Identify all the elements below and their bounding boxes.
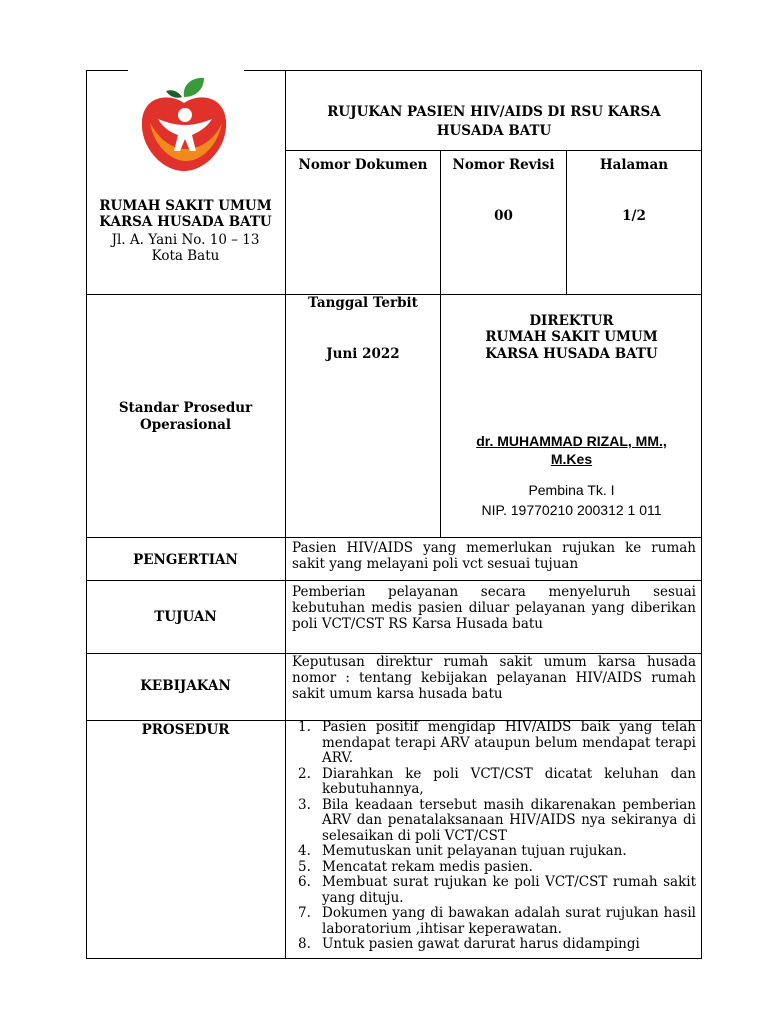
pengertian-label: PENGERTIAN [133, 552, 238, 568]
prosedur-step [292, 767, 696, 798]
kebijakan-label: KEBIJAKAN [140, 678, 231, 694]
prosedur-step [292, 798, 696, 845]
logo-figure-head [178, 108, 192, 122]
step-text: Pasien positif mengidap HIV/AIDS baik yang telah mendapat terapi ARV ataupun belum mendapat terapi ARV. [322, 719, 696, 766]
revision-label: Nomor Revisi [452, 157, 555, 173]
divider-label-column [285, 70, 286, 959]
step-number: 4. [298, 843, 311, 859]
divider-pengertian-row [86, 537, 702, 538]
prosedur-label: PROSEDUR [141, 722, 230, 738]
logo-darkgreen-leaf [166, 90, 182, 98]
address-line1: Jl. A. Yani No. 10 – 13 [111, 232, 260, 248]
step-number: 1. [298, 719, 311, 735]
signer-rank: Pembina Tk. I [528, 482, 615, 498]
logo-green-leaf [184, 78, 204, 97]
signer-name-line2: M.Kes [550, 451, 593, 467]
border-bottom [86, 958, 702, 959]
hospital-name-line1: RUMAH SAKIT UMUM [99, 198, 272, 214]
prosedur-step [292, 937, 696, 953]
hospital-logo [136, 75, 234, 175]
step-text: Memutuskan unit pelayanan tujuan rujukan. [322, 843, 627, 859]
tujuan-text: Pemberian pelayanan secara menyeluruh sesuai kebutuhan medis pasien diluar pelayanan yang diberikan poli VCT/CST RS Karsa Husada batu [292, 584, 696, 632]
prosedur-step [292, 720, 696, 767]
director-title-line2: RUMAH SAKIT UMUM [485, 329, 658, 345]
step-number: 2. [298, 765, 311, 782]
step-text: Membuat surat rujukan ke poli VCT/CST rumah sakit yang dituju. [322, 874, 696, 906]
issue-date-label: Tanggal Terbit [308, 295, 418, 311]
pengertian-text: Pasien HIV/AIDS yang memerlukan rujukan ke rumah sakit yang melayani poli vct sesuai tujuan [292, 540, 696, 572]
document-title-line2: HUSADA BATU [436, 123, 552, 139]
tujuan-label: TUJUAN [154, 609, 217, 625]
prosedur-step [292, 875, 696, 906]
prosedur-list [292, 720, 696, 953]
step-text: Mencatat rekam medis pasien. [322, 858, 533, 875]
prosedur-step [292, 860, 696, 876]
prosedur-step [292, 906, 696, 937]
signer-nip: NIP. 19770210 200312 1 011 [481, 502, 662, 518]
step-number: 6. [298, 874, 311, 890]
step-text: Bila keadaan tersebut masih dikarenakan pemberian ARV dan penatalaksanaan HIV/AIDS nya sekiranya di selesaikan di poli VCT/CST [322, 796, 696, 844]
issue-date-value: Juni 2022 [326, 346, 400, 362]
border-top-left [86, 70, 128, 71]
sop-label-line1: Standar Prosedur [118, 400, 253, 416]
border-top [244, 70, 702, 71]
signer-name-line1: dr. MUHAMMAD RIZAL, MM., [476, 433, 667, 449]
page-label: Halaman [599, 157, 669, 173]
step-number: 3. [298, 796, 311, 813]
step-number: 7. [298, 905, 311, 921]
divider-title-row [285, 150, 702, 151]
revision-value: 00 [494, 208, 513, 224]
step-text: Diarahkan ke poli VCT/CST dicatat keluhan dan kebutuhannya, [322, 765, 696, 797]
step-number: 8. [298, 936, 311, 952]
address-line2: Kota Batu [151, 248, 220, 264]
prosedur-step [292, 844, 696, 860]
doc-number-label: Nomor Dokumen [298, 157, 428, 173]
sop-label-line2: Operasional [139, 417, 232, 433]
step-text: Untuk pasien gawat darurat harus didampingi [322, 936, 640, 952]
divider-tujuan-row [86, 580, 702, 581]
step-text: Dokumen yang di bawakan adalah surat rujukan hasil laboratorium ,ihtisar keperawatan. [322, 905, 696, 937]
director-title-line1: DIREKTUR [529, 313, 614, 329]
kebijakan-text: Keputusan direktur rumah sakit umum karsa husada nomor : tentang kebijakan pelayanan HIV/AIDS rumah sakit umum karsa husada batu [292, 654, 696, 702]
step-number: 5. [298, 858, 311, 875]
hospital-name-line2: KARSA HUSADA BATU [99, 214, 272, 230]
document-title-line1: RUJUKAN PASIEN HIV/AIDS DI RSU KARSA [327, 104, 661, 120]
sop-document [86, 70, 702, 959]
director-title-line3: KARSA HUSADA BATU [485, 346, 658, 362]
page-value: 1/2 [622, 208, 646, 224]
